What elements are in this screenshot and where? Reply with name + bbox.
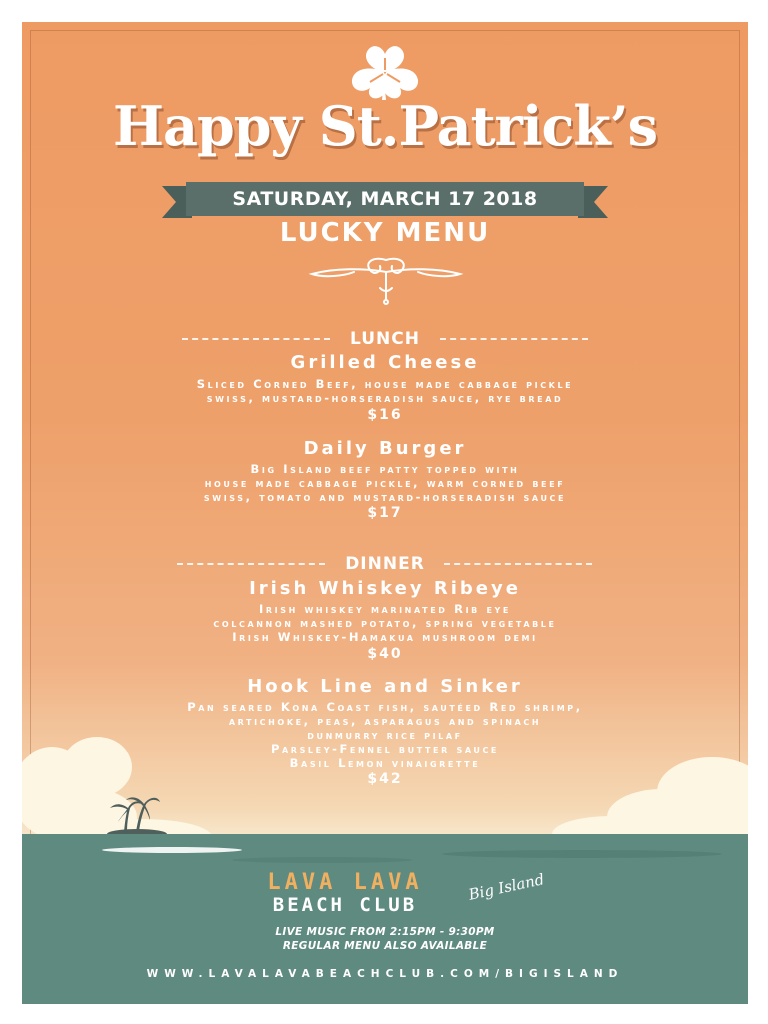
logo-wordmark-sub: BEACH CLUB bbox=[272, 894, 418, 916]
menu-item-description: Irish Whiskey-Hamakua mushroom demi bbox=[232, 630, 538, 644]
menu-subtitle: LUCKY MENU bbox=[279, 218, 491, 248]
lunch-label: LUNCH bbox=[350, 329, 420, 349]
menu-item-price: $40 bbox=[367, 646, 403, 662]
menu-item-description: Pan seared Kona Coast fish, sautéed Red shrimp, bbox=[187, 700, 583, 714]
menu-item-name: Daily Burger bbox=[303, 438, 467, 459]
page-title: Happy St.Patrick’s bbox=[113, 94, 657, 158]
flourish-ornament bbox=[304, 252, 468, 306]
menu-item-description: dunmurry rice pilaf bbox=[307, 728, 463, 742]
website-url: WWW.LAVALAVABEACHCLUB.COM/BIGISLAND bbox=[146, 968, 624, 980]
menu-item-description: swiss, tomato and mustard-horseradish sauce bbox=[203, 490, 567, 504]
menu-item-description: house made cabbage pickle, warm corned beef bbox=[204, 476, 566, 490]
menu-item-description: Big Island beef patty topped with bbox=[250, 462, 520, 476]
menu-item-description: Parsley-Fennel butter sauce bbox=[270, 742, 499, 756]
shamrock-icon bbox=[340, 40, 430, 102]
menu-item-description: artichoke, peas, asparagus and spinach bbox=[228, 714, 542, 728]
menu-poster bbox=[22, 22, 748, 1004]
lunch-heading bbox=[22, 329, 748, 349]
menu-item-description: Sliced Corned Beef, house made cabbage pickle bbox=[196, 377, 574, 391]
menu-item-name: Grilled Cheese bbox=[290, 352, 480, 373]
logo-script: Big Island bbox=[466, 870, 546, 904]
music-info: LIVE MUSIC FROM 2:15PM - 9:30PM bbox=[275, 926, 495, 938]
menu-item-description: colcannon mashed potato, spring vegetable bbox=[213, 616, 557, 630]
menu-item-price: $17 bbox=[367, 505, 403, 521]
menu-item-description: Irish whiskey marinated Rib eye bbox=[259, 602, 511, 616]
dinner-label: DINNER bbox=[345, 554, 425, 574]
menu-item-description: Basil Lemon vinaigrette bbox=[289, 756, 481, 770]
menu-item-price: $42 bbox=[367, 771, 403, 787]
menu-item-price: $16 bbox=[367, 407, 403, 423]
menu-item-name: Irish Whiskey Ribeye bbox=[249, 578, 521, 599]
menu-item-description: swiss, mustard-horseradish sauce, rye bread bbox=[206, 391, 564, 405]
sea-waves bbox=[22, 834, 748, 874]
dinner-heading bbox=[22, 554, 748, 574]
menu-item-name: Hook Line and Sinker bbox=[247, 676, 523, 697]
menu-note: REGULAR MENU ALSO AVAILABLE bbox=[282, 940, 488, 952]
event-date: SATURDAY, MARCH 17 2018 bbox=[232, 188, 538, 210]
logo-wordmark: LAVA LAVA bbox=[267, 870, 423, 895]
